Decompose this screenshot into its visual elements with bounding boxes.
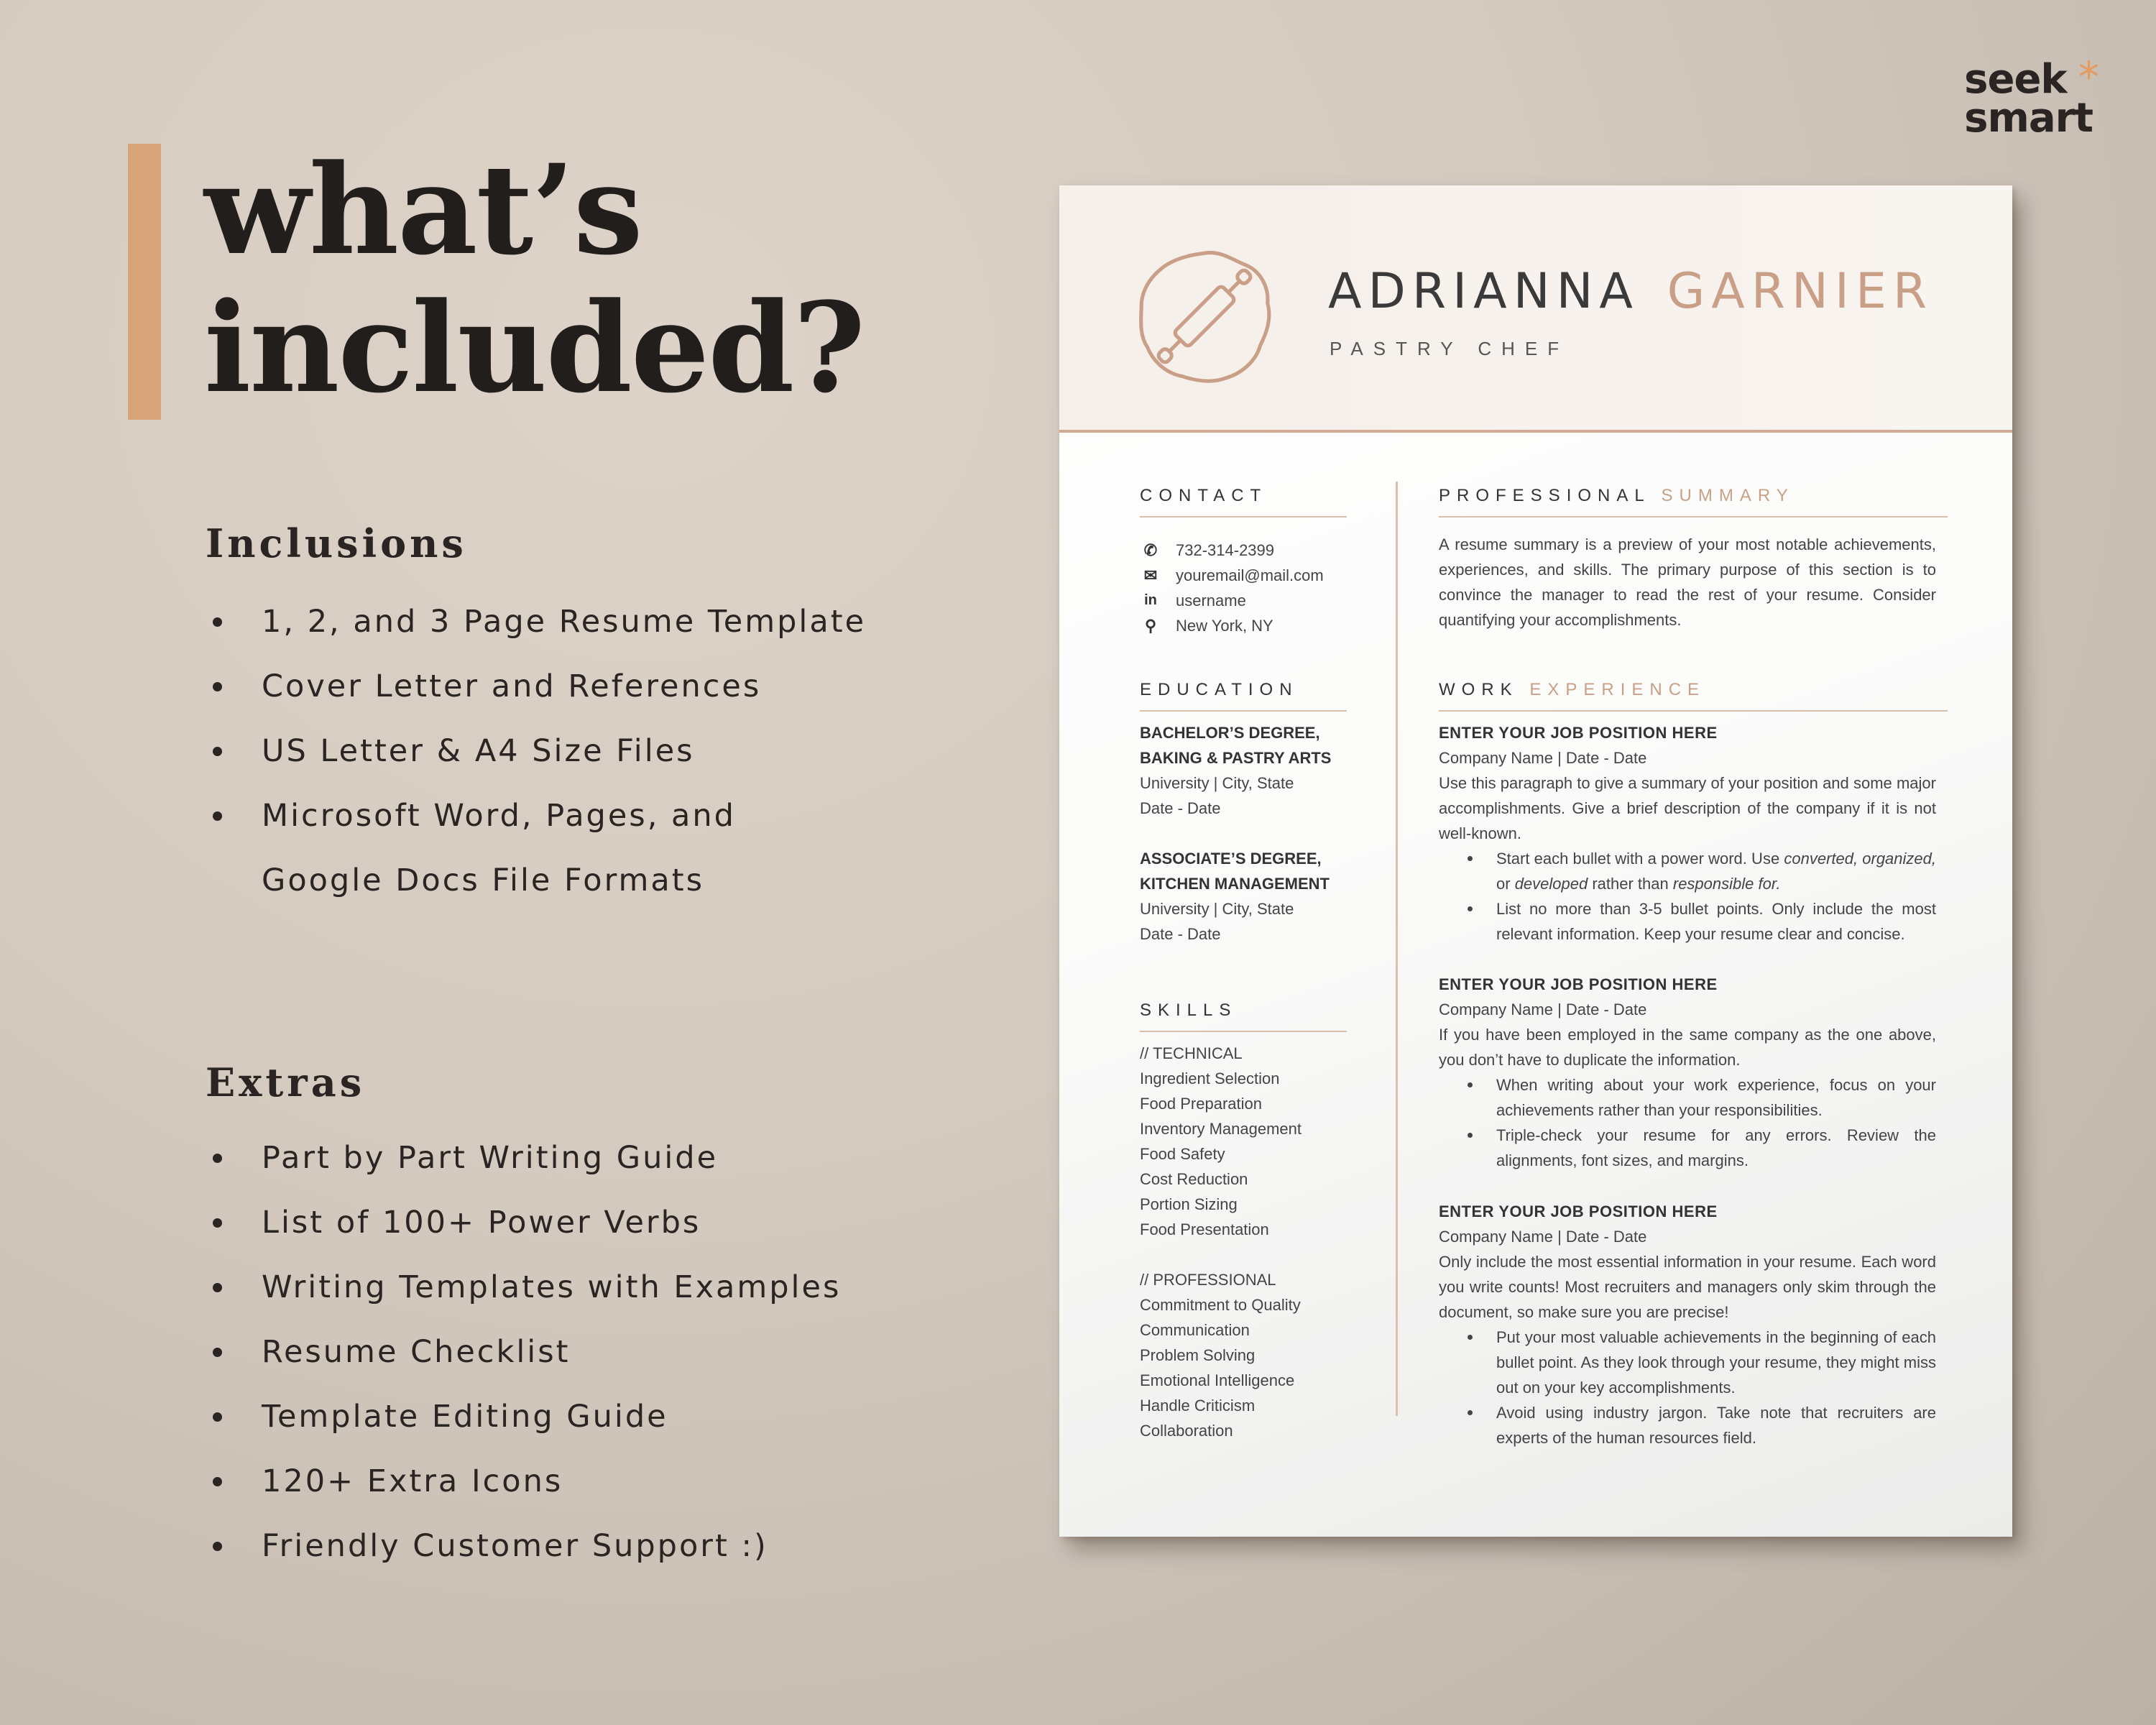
- list-item: Microsoft Word, Pages, and: [208, 783, 866, 848]
- summary-heading: PROFESSIONAL SUMMARY: [1439, 486, 1948, 518]
- column-divider: [1396, 482, 1398, 1416]
- list-item: Cover Letter and References: [208, 654, 866, 719]
- education-entry: BACHELOR’S DEGREE, BAKING & PASTRY ARTS University | City, State Date - Date: [1140, 724, 1332, 817]
- list-item: 1, 2, and 3 Page Resume Template: [208, 589, 866, 654]
- phone-icon: ✆: [1143, 541, 1158, 559]
- list-item: When writing about your work experience, focus on your achievements rather than your responsibilities.: [1496, 1072, 1936, 1123]
- extras-title: Extras: [206, 1059, 366, 1105]
- extras-list: [208, 1126, 841, 1578]
- list-item: List no more than 3-5 bullet points. Only include the most relevant information. Keep your resume clear and concise.: [1496, 896, 1936, 947]
- list-item: 120+ Extra Icons: [208, 1449, 841, 1514]
- contact-phone: ✆ 732-314-2399: [1140, 538, 1324, 563]
- contact-email: ✉ youremail@mail.com: [1140, 563, 1324, 588]
- list-item: List of 100+ Power Verbs: [208, 1190, 841, 1255]
- experience-heading: WORK EXPERIENCE: [1439, 680, 1948, 712]
- resume-job-title: PASTRY CHEF: [1330, 338, 1570, 359]
- skills-list: // TECHNICAL Ingredient Selection Food Preparation Inventory Management Food Safety Cost Reduction Portion Sizing Food Presentation // PROFESSIONAL Commitment to Quality Communication Problem Solving Emotional Intelligence Handle Criticism Collaboration: [1140, 1044, 1302, 1440]
- list-item: Triple-check your resume for any errors. Review the alignments, font sizes, and margins.: [1496, 1123, 1936, 1173]
- inclusions-list: [208, 589, 866, 913]
- education-heading: EDUCATION: [1140, 680, 1347, 712]
- list-item: Writing Templates with Examples: [208, 1255, 841, 1320]
- contact-location: ⚲ New York, NY: [1140, 613, 1324, 638]
- list-item: Template Editing Guide: [208, 1384, 841, 1449]
- list-item: US Letter & A4 Size Files: [208, 719, 866, 783]
- list-item: Start each bullet with a power word. Use converted, organized, or developed rather than responsible for.: [1496, 846, 1936, 896]
- brand-logo: [1964, 52, 2099, 142]
- resume-name: [1328, 263, 1933, 320]
- job-entry: ENTER YOUR JOB POSITION HERE Company Name | Date - Date Only include the most essential information in your resume. Each word you write counts! Most recruiters and managers only skim through the document, so make sure you are precise! Put your most valuable achievements in the beginning of each bullet point. As they look through your resume, they might miss out on your key accomplishments. Avoid using industry jargon. Take note that recruiters are experts of the human resources field.: [1439, 1199, 1936, 1450]
- job-entry: ENTER YOUR JOB POSITION HERE Company Name | Date - Date If you have been employed in the same company as the one above, you don’t have to duplicate the information. When writing about your work experience, focus on your achievements rather than your responsibilities. Triple-check your resume for any errors. Review the alignments, font sizes, and margins.: [1439, 972, 1936, 1173]
- education-entry: ASSOCIATE’S DEGREE, KITCHEN MANAGEMENT University | City, State Date - Date: [1140, 850, 1330, 943]
- location-pin-icon: ⚲: [1144, 617, 1157, 635]
- list-item-continuation: Google Docs File Formats: [262, 862, 704, 898]
- inclusions-title: Inclusions: [206, 520, 467, 566]
- brand-asterisk-icon: *: [2078, 52, 2099, 101]
- resume-header: [1059, 185, 2012, 433]
- list-item: Part by Part Writing Guide: [208, 1126, 841, 1190]
- brand-line-2: smart: [1964, 95, 2093, 142]
- resume-first-name: ADRIANNA: [1328, 263, 1639, 320]
- contact-list: [1140, 538, 1324, 638]
- linkedin-icon: in: [1144, 592, 1157, 608]
- list-item: Resume Checklist: [208, 1320, 841, 1384]
- email-icon: ✉: [1143, 566, 1158, 584]
- job-entry: ENTER YOUR JOB POSITION HERE Company Name | Date - Date Use this paragraph to give a summary of your position and some major accomplishments. Give a brief description of the company if it is not well-known. Start each bullet with a power word. Use converted, organized, or developed rather than responsible for. List no more than 3-5 bullet points. Only include the most relevant information. Keep your resume clear and concise.: [1439, 720, 1936, 947]
- contact-linkedin: in username: [1140, 588, 1324, 613]
- brand-line-1: seek: [1964, 56, 2067, 103]
- headline-line-2: included?: [204, 275, 865, 420]
- resume-last-name: GARNIER: [1667, 263, 1934, 320]
- contact-heading: CONTACT: [1140, 486, 1347, 518]
- resume-preview: [1059, 185, 2012, 1537]
- skills-heading: SKILLS: [1140, 1000, 1347, 1032]
- accent-bar: [128, 144, 161, 420]
- list-item: Friendly Customer Support :): [208, 1514, 841, 1578]
- list-item: Avoid using industry jargon. Take note that recruiters are experts of the human resources field.: [1496, 1400, 1936, 1450]
- list-item: Put your most valuable achievements in the beginning of each bullet point. As they look through your resume, they might miss out on your key accomplishments.: [1496, 1325, 1936, 1400]
- headline-line-1: what’s: [204, 137, 642, 282]
- rolling-pin-icon: [1131, 243, 1278, 390]
- summary-text: A resume summary is a preview of your most notable achievements, experiences, and skills. The primary purpose of this section is to convince the manager to read the rest of your resume. Consider quantifying your accomplishments.: [1439, 535, 1936, 629]
- page-headline: [204, 137, 865, 420]
